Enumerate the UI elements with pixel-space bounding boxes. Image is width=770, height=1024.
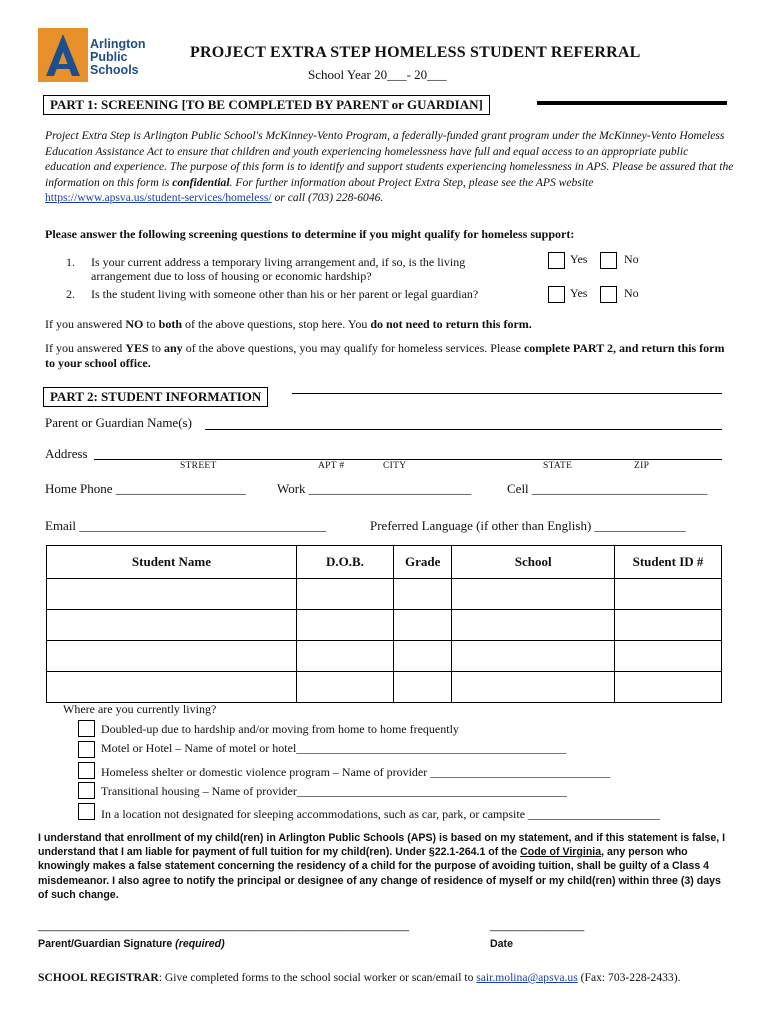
table-cell[interactable]: [394, 610, 452, 641]
email-field[interactable]: Email ______________________________________: [45, 518, 327, 533]
no-text-e: of the above questions, stop here. You: [182, 317, 371, 331]
yes-text-e: of the above questions, you may qualify for homeless services. Please: [182, 341, 524, 355]
table-cell[interactable]: [394, 579, 452, 610]
question-1-number: 1.: [66, 255, 75, 269]
question-2-number: 2.: [66, 287, 75, 301]
signature-required: (required): [175, 938, 225, 950]
intro-text-c: or call (703) 228-6046.: [271, 191, 384, 204]
home-phone-field[interactable]: Home Phone ____________________: [45, 481, 246, 496]
q2-yes-checkbox[interactable]: [548, 286, 565, 303]
living-option-1-checkbox[interactable]: [78, 720, 95, 737]
living-option-1-label: Doubled-up due to hardship and/or moving from home to home frequently: [101, 722, 459, 736]
q1-yes-checkbox[interactable]: [548, 252, 565, 269]
school-year-field[interactable]: School Year 20___- 20___: [308, 67, 447, 82]
table-cell[interactable]: [394, 672, 452, 703]
guardian-name-label: Parent or Guardian Name(s): [45, 415, 192, 430]
table-cell[interactable]: [452, 579, 615, 610]
col-school: School: [452, 546, 615, 579]
table-cell[interactable]: [452, 672, 615, 703]
date-line[interactable]: ________________: [490, 920, 585, 932]
table-cell[interactable]: [296, 641, 393, 672]
cell-phone-field[interactable]: Cell ___________________________: [507, 481, 708, 496]
signature-label-text: Parent/Guardian Signature: [38, 938, 176, 950]
registrar-label: SCHOOL REGISTRAR: [38, 971, 159, 984]
table-row[interactable]: [47, 610, 722, 641]
q1-no-checkbox[interactable]: [600, 252, 617, 269]
address-field[interactable]: [94, 459, 722, 460]
table-cell[interactable]: [47, 672, 297, 703]
guardian-name-field[interactable]: [205, 429, 722, 430]
question-1-text: Is your current address a temporary living arrangement and, if so, is the living arrangement due to loss of housing or economic hardship?: [91, 255, 466, 283]
q2-no-label: No: [624, 286, 639, 300]
declaration-text-a: I understand that enrollment of my child(ren) in Arlington Public Schools (APS) is based on my statement, and if this statement is false, I understand that I am liable for payment of full tuition for my child(ren). Under §22.1-264.1 of the: [38, 832, 726, 859]
yes-text-a: If you answered: [45, 341, 126, 355]
part1-heading-rule: [537, 101, 727, 105]
table-cell[interactable]: [296, 672, 393, 703]
signature-line[interactable]: _______________________________________________________________: [38, 920, 410, 932]
address-city-label: CITY: [383, 461, 407, 471]
col-student-name: Student Name: [47, 546, 297, 579]
yes-text-f: complete PART 2, and return this form to your school office.: [45, 341, 725, 370]
signature-label: [38, 938, 225, 950]
preferred-language-field[interactable]: Preferred Language (if other than English) ______________: [370, 518, 686, 533]
intro-text-b: . For further information about Project Extra Step, please see the APS website: [229, 175, 594, 189]
living-option-5-label: In a location not designated for sleeping accommodations, such as car, park, or campsite ______________________: [101, 807, 661, 821]
living-option-3-checkbox[interactable]: [78, 762, 95, 779]
student-table-header: [47, 546, 722, 579]
table-cell[interactable]: [452, 610, 615, 641]
table-cell[interactable]: [615, 641, 722, 672]
intro-text-a: Project Extra Step is Arlington Public School's McKinney-Vento Program, a federally-funded grant program under the McKinney-Vento Homeless Education Assistance Act to ensure that children and youth experiencing homelessness have full and equal access to an appropriate public education and experience. The purpose of this form is to identify and support students experiencing homelessness in APS. Please be assured that the information on this form is: [45, 129, 734, 189]
table-row[interactable]: [47, 672, 722, 703]
homeless-services-link[interactable]: https://www.apsva.us/student-services/homeless/: [45, 191, 272, 204]
registrar-note: [38, 971, 680, 984]
yes-text-b: YES: [125, 341, 149, 355]
no-instruction: [45, 317, 532, 332]
date-label: Date: [490, 938, 513, 950]
logo-line-2: Public: [90, 50, 128, 64]
yes-text-d: any: [164, 341, 183, 355]
question-2-text: Is the student living with someone other than his or her parent or legal guardian?: [91, 287, 479, 301]
living-option-2-checkbox[interactable]: [78, 741, 95, 758]
table-cell[interactable]: [47, 610, 297, 641]
living-prompt: Where are you currently living?: [63, 702, 217, 716]
part2-heading: PART 2: STUDENT INFORMATION: [43, 387, 268, 407]
page-title: PROJECT EXTRA STEP HOMELESS STUDENT REFERRAL: [190, 44, 641, 61]
code-of-virginia: Code of Virginia: [520, 846, 602, 859]
living-option-4-label: Transitional housing – Name of provider_____________________________________________: [101, 784, 567, 798]
q2-yes-label: Yes: [570, 286, 588, 300]
screening-prompt: Please answer the following screening questions to determine if you might qualify for homeless support:: [45, 227, 575, 241]
part2-heading-rule: [292, 393, 722, 394]
address-apt-label: APT #: [318, 461, 345, 471]
no-text-d: both: [158, 317, 182, 331]
table-cell[interactable]: [296, 610, 393, 641]
registrar-text: : Give completed forms to the school social worker or scan/email to: [158, 971, 477, 984]
aps-logo-mark: [38, 28, 88, 82]
no-text-c: to: [143, 317, 159, 331]
intro-paragraph: [45, 128, 735, 206]
q2-no-checkbox[interactable]: [600, 286, 617, 303]
address-state-label: STATE: [543, 461, 573, 471]
table-cell[interactable]: [615, 579, 722, 610]
logo-line-3: Schools: [90, 63, 139, 77]
table-row[interactable]: [47, 641, 722, 672]
registrar-email-link[interactable]: sair.molina@apsva.us: [476, 971, 578, 984]
no-text-f: do not need to return this form.: [370, 317, 532, 331]
living-option-3-label: Homeless shelter or domestic violence program – Name of provider ______________________________: [101, 765, 611, 779]
address-street-label: STREET: [180, 461, 217, 471]
living-option-4-checkbox[interactable]: [78, 782, 95, 799]
logo-line-1: Arlington: [90, 37, 146, 51]
table-cell[interactable]: [615, 610, 722, 641]
q1-no-label: No: [624, 252, 639, 266]
registrar-fax: (Fax: 703-228-2433).: [577, 971, 681, 984]
col-grade: Grade: [394, 546, 452, 579]
address-label: Address: [45, 446, 88, 461]
table-cell[interactable]: [296, 579, 393, 610]
table-cell[interactable]: [615, 672, 722, 703]
yes-text-c: to: [148, 341, 164, 355]
student-table: [46, 545, 722, 703]
work-phone-field[interactable]: Work _________________________: [277, 481, 472, 496]
table-row[interactable]: [47, 579, 722, 610]
living-option-2-label: Motel or Hotel – Name of motel or hotel_____________________________________________: [101, 741, 567, 755]
declaration-text-b: , any person who knowingly makes a false statement concerning the residency of a child for the purpose of avoiding tuition, shall be guilty of a Class 4 misdemeanor. I also agree to notify the principal or designee of any change of residence of myself or my child(ren) within three (3) days of such change.: [38, 846, 721, 901]
table-cell[interactable]: [394, 641, 452, 672]
declaration-paragraph: [38, 831, 728, 902]
yes-instruction: [45, 341, 725, 371]
part1-heading: PART 1: SCREENING [TO BE COMPLETED BY PARENT or GUARDIAN]: [43, 95, 490, 115]
col-student-id: Student ID #: [615, 546, 722, 579]
no-text-a: If you answered: [45, 317, 126, 331]
q1-yes-label: Yes: [570, 252, 588, 266]
table-cell[interactable]: [47, 641, 297, 672]
col-dob: D.O.B.: [296, 546, 393, 579]
table-cell[interactable]: [47, 579, 297, 610]
no-text-b: NO: [125, 317, 144, 331]
living-option-5-checkbox[interactable]: [78, 803, 95, 820]
table-cell[interactable]: [452, 641, 615, 672]
logo-wordmark: [90, 38, 146, 77]
intro-confidential: confidential: [172, 175, 230, 189]
address-zip-label: ZIP: [634, 461, 650, 471]
